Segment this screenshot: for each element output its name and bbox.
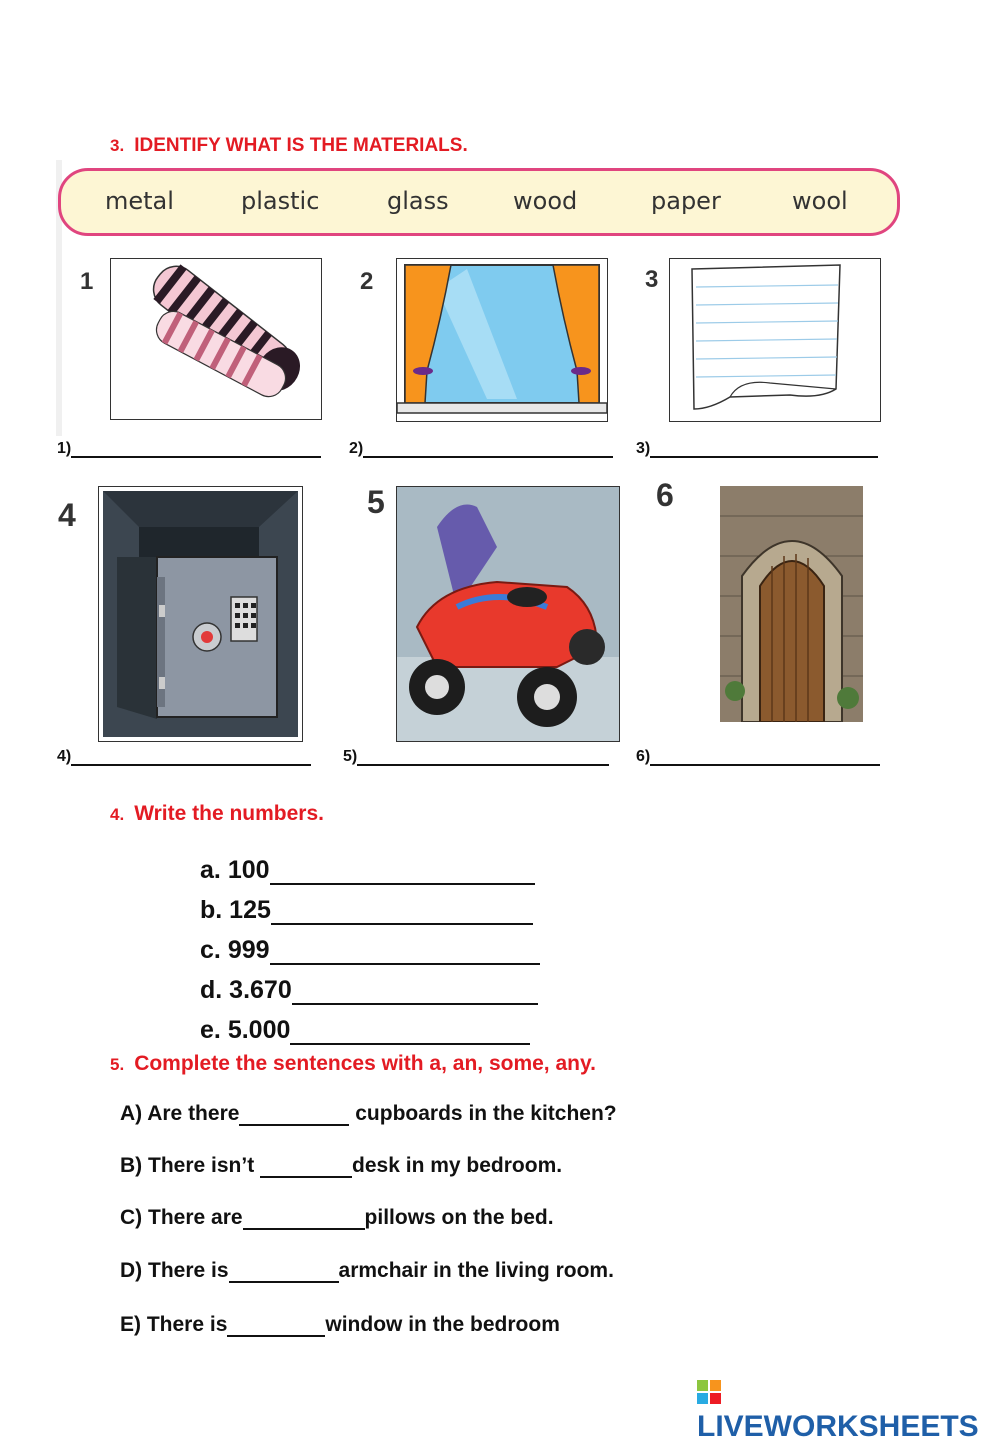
word-bank-item: glass bbox=[387, 187, 449, 215]
answer-blank[interactable] bbox=[71, 440, 321, 458]
answer-blank[interactable] bbox=[357, 748, 609, 766]
section-4-title: Write the numbers. bbox=[134, 802, 324, 825]
answer-blank[interactable] bbox=[227, 1317, 325, 1337]
answer-label: 3) bbox=[636, 440, 651, 457]
picture-number: 2 bbox=[360, 268, 374, 295]
answer-label: 5) bbox=[343, 748, 358, 765]
answer-blank[interactable] bbox=[229, 1263, 339, 1283]
answer-blank[interactable] bbox=[270, 859, 535, 885]
word-bank-item: wood bbox=[513, 187, 578, 215]
item-value: 999 bbox=[227, 936, 270, 964]
answer-blank[interactable] bbox=[239, 1106, 349, 1126]
safe-image bbox=[98, 486, 303, 742]
wooden-door-image bbox=[720, 486, 863, 722]
sentence-start: D) There is bbox=[120, 1259, 229, 1282]
answer-line-3[interactable] bbox=[636, 440, 878, 458]
word-bank-item: paper bbox=[651, 187, 721, 215]
answer-label: 6) bbox=[636, 748, 651, 765]
answer-blank[interactable] bbox=[290, 1019, 530, 1045]
number-item-d bbox=[200, 976, 538, 1005]
sentence-c bbox=[120, 1206, 554, 1230]
toy-car-image bbox=[396, 486, 620, 742]
item-letter: d. bbox=[200, 976, 223, 1004]
answer-label: 2) bbox=[349, 440, 364, 457]
word-bank-item: plastic bbox=[241, 187, 320, 215]
liveworksheets-logo bbox=[697, 1376, 1000, 1444]
item-value: 3.670 bbox=[229, 976, 292, 1004]
sentence-a bbox=[120, 1102, 617, 1126]
picture-number: 4 bbox=[58, 497, 76, 533]
item-letter: a. bbox=[200, 856, 221, 884]
sentence-end: pillows on the bed. bbox=[364, 1206, 554, 1229]
number-item-a bbox=[200, 856, 535, 885]
sentence-b bbox=[120, 1154, 562, 1178]
answer-line-2[interactable] bbox=[349, 440, 613, 458]
sentence-start: B) There isn’t bbox=[120, 1154, 261, 1177]
sentence-d bbox=[120, 1259, 614, 1283]
section-5-title: Complete the sentences with a, an, some, any. bbox=[134, 1052, 596, 1075]
word-bank-item: metal bbox=[105, 187, 174, 215]
sentence-end: cupboards in the kitchen? bbox=[349, 1102, 617, 1125]
sentence-start: C) There are bbox=[120, 1206, 243, 1229]
item-letter: c. bbox=[200, 936, 221, 964]
section-5-number: 5. bbox=[110, 1055, 125, 1074]
answer-line-6[interactable] bbox=[636, 748, 880, 766]
word-bank-item: wool bbox=[792, 187, 848, 215]
item-value: 125 bbox=[229, 896, 271, 924]
socks-image bbox=[110, 258, 322, 420]
answer-label: 1) bbox=[57, 440, 72, 457]
sentence-end: armchair in the living room. bbox=[338, 1259, 614, 1282]
number-item-e bbox=[200, 1016, 530, 1045]
item-value: 5.000 bbox=[227, 1016, 291, 1044]
logo-text: LIVEWORKSHEETS bbox=[697, 1410, 979, 1443]
answer-blank[interactable] bbox=[270, 939, 540, 965]
number-item-b bbox=[200, 896, 533, 925]
picture-number: 3 bbox=[645, 266, 659, 293]
number-item-c bbox=[200, 936, 540, 965]
item-letter: e. bbox=[200, 1016, 221, 1044]
sentence-end: desk in my bedroom. bbox=[352, 1154, 563, 1177]
picture-number: 5 bbox=[367, 484, 385, 520]
section-5-heading bbox=[110, 1052, 596, 1076]
item-letter: b. bbox=[200, 896, 223, 924]
picture-number: 1 bbox=[80, 268, 94, 295]
word-bank bbox=[58, 168, 900, 236]
paper-sheet-image bbox=[669, 258, 881, 422]
section-4-number: 4. bbox=[110, 805, 125, 824]
answer-blank[interactable] bbox=[292, 979, 538, 1005]
answer-blank[interactable] bbox=[271, 899, 533, 925]
sentence-start: A) Are there bbox=[120, 1102, 240, 1125]
section-3-heading bbox=[110, 135, 468, 157]
sentence-end: window in the bedroom bbox=[325, 1313, 560, 1336]
section-4-heading bbox=[110, 802, 324, 826]
answer-label: 4) bbox=[57, 748, 72, 765]
item-value: 100 bbox=[227, 856, 270, 884]
picture-number: 6 bbox=[656, 477, 674, 513]
section-3-number: 3. bbox=[110, 136, 125, 155]
sentence-start: E) There is bbox=[120, 1313, 228, 1336]
answer-blank[interactable] bbox=[71, 748, 311, 766]
answer-blank[interactable] bbox=[260, 1158, 352, 1178]
answer-line-1[interactable] bbox=[57, 440, 321, 458]
sentence-e bbox=[120, 1313, 560, 1337]
answer-blank[interactable] bbox=[650, 440, 878, 458]
answer-line-4[interactable] bbox=[57, 748, 311, 766]
section-3-title: IDENTIFY WHAT IS THE MATERIALS. bbox=[134, 135, 468, 156]
answer-line-5[interactable] bbox=[343, 748, 609, 766]
liveworksheets-logo-icon bbox=[697, 1380, 721, 1404]
answer-blank[interactable] bbox=[650, 748, 880, 766]
window-curtains-image bbox=[396, 258, 608, 422]
answer-blank[interactable] bbox=[363, 440, 613, 458]
answer-blank[interactable] bbox=[243, 1210, 365, 1230]
